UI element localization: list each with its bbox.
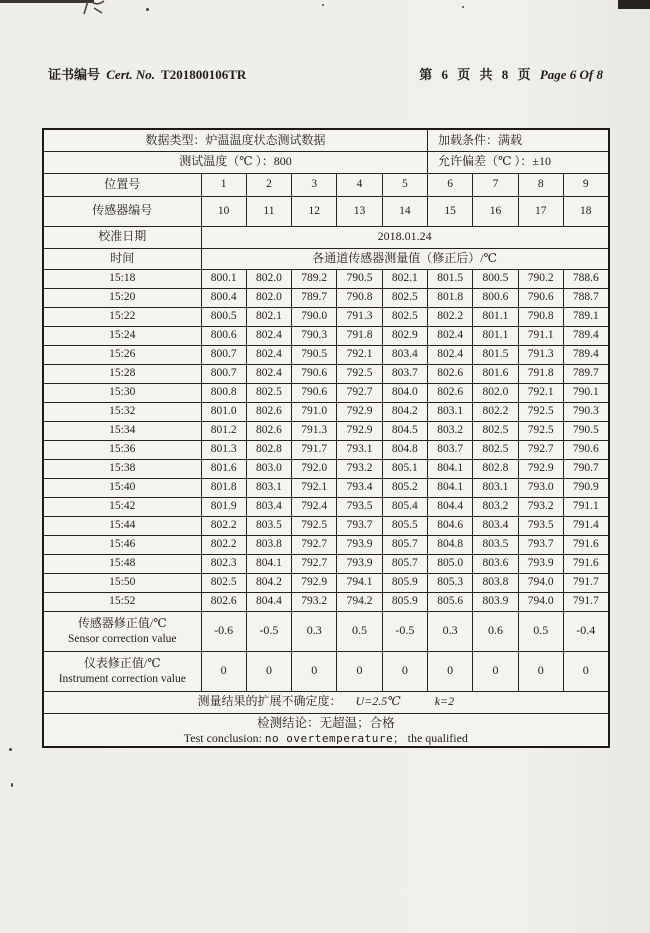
sensor-correction-value-cell: -0.6 — [201, 611, 246, 651]
measurement-value-cell: 792.1 — [337, 345, 382, 364]
measurement-row — [43, 497, 609, 516]
cert-label-zh: 证书编号 — [48, 67, 101, 82]
measurement-value-cell: 802.8 — [246, 440, 291, 459]
measurement-value-cell: 791.0 — [292, 402, 337, 421]
time-cell: 15:44 — [43, 516, 201, 535]
measurement-value-cell: 793.9 — [337, 535, 382, 554]
position-number-cell: 3 — [292, 173, 337, 196]
instrument-correction-value-cell: 0 — [337, 651, 382, 691]
measurement-value-cell: 789.7 — [292, 288, 337, 307]
time-cell: 15:52 — [43, 592, 201, 611]
measurement-value-cell: 791.3 — [292, 421, 337, 440]
time-cell: 15:32 — [43, 402, 201, 421]
sensor-number-cell: 14 — [382, 196, 427, 226]
measurement-value-cell: 790.7 — [563, 459, 608, 478]
certificate-number — [48, 64, 246, 83]
test-data-table — [42, 128, 610, 748]
measurement-value-cell: 800.6 — [201, 326, 246, 345]
instrument-correction-value-cell: 0 — [201, 651, 246, 691]
measurement-value-cell: 791.8 — [518, 364, 563, 383]
measurement-value-cell: 803.1 — [428, 402, 473, 421]
measurement-value-cell: 805.5 — [382, 516, 427, 535]
measurement-value-cell: 802.5 — [382, 307, 427, 326]
measurement-value-cell: 804.8 — [428, 535, 473, 554]
position-number-cell: 9 — [563, 173, 608, 196]
sensor-number-cell: 11 — [246, 196, 291, 226]
measurement-value-cell: 793.9 — [518, 554, 563, 573]
measurement-value-cell: 790.5 — [337, 269, 382, 288]
measurement-value-cell: 790.3 — [563, 402, 608, 421]
sensor-correction-row — [43, 611, 609, 651]
measurement-value-cell: 790.8 — [518, 307, 563, 326]
sensor-correction-value-cell: -0.4 — [563, 611, 608, 651]
measurement-value-cell: 802.0 — [246, 269, 291, 288]
instrument-correction-value-cell: 0 — [473, 651, 518, 691]
scan-artifact-corner — [618, 0, 650, 9]
scan-speck — [322, 4, 324, 6]
measurement-value-cell: 801.0 — [201, 402, 246, 421]
measurement-value-cell: 800.8 — [201, 383, 246, 402]
measurement-value-cell: 802.4 — [246, 364, 291, 383]
measurement-value-cell: 803.4 — [246, 497, 291, 516]
measurement-value-cell: 802.4 — [246, 326, 291, 345]
measurement-value-cell: 802.5 — [473, 440, 518, 459]
calibration-label: 校准日期 — [43, 226, 201, 248]
measurement-row — [43, 269, 609, 288]
measurement-value-cell: 802.6 — [201, 592, 246, 611]
measurement-value-cell: 804.2 — [382, 402, 427, 421]
measurement-value-cell: 803.1 — [473, 478, 518, 497]
conclusion-zh: 检测结论：无超温；合格 — [257, 715, 395, 730]
measurement-value-cell: 790.5 — [292, 345, 337, 364]
measurement-row — [43, 402, 609, 421]
measurement-value-cell: 802.4 — [246, 345, 291, 364]
uncertainty-row — [43, 691, 609, 713]
sensor-number-cell: 15 — [428, 196, 473, 226]
cert-label-en: Cert. No. — [106, 67, 156, 82]
measurement-value-cell: 794.2 — [337, 592, 382, 611]
measurement-value-cell: 792.7 — [337, 383, 382, 402]
measurement-value-cell: 805.3 — [428, 573, 473, 592]
position-label: 位置号 — [43, 173, 201, 196]
instrument-correction-value-cell: 0 — [246, 651, 291, 691]
sensor-label: 传感器编号 — [43, 196, 201, 226]
measurement-value-cell: 800.7 — [201, 345, 246, 364]
measurement-row — [43, 554, 609, 573]
measurement-value-cell: 805.1 — [382, 459, 427, 478]
conclusion-en-suffix: the qualified — [407, 730, 468, 745]
scan-speck — [9, 748, 12, 751]
measurement-value-cell: 802.2 — [201, 516, 246, 535]
sensor-correction-label — [43, 611, 201, 651]
measurement-value-cell: 803.5 — [246, 516, 291, 535]
measurement-row — [43, 516, 609, 535]
instrument-correction-value-cell: 0 — [518, 651, 563, 691]
measurement-value-cell: 790.9 — [563, 478, 608, 497]
uncertainty-cell — [43, 691, 609, 713]
instrument-correction-value-cell: 0 — [563, 651, 608, 691]
time-cell: 15:38 — [43, 459, 201, 478]
page-indicator-en: Page 6 Of 8 — [539, 67, 603, 82]
meta-row-1 — [43, 129, 609, 151]
measurement-value-cell: 794.1 — [337, 573, 382, 592]
measurement-value-cell: 801.6 — [201, 459, 246, 478]
measurement-value-cell: 792.7 — [292, 554, 337, 573]
measurement-value-cell: 792.5 — [292, 516, 337, 535]
measurement-value-cell: 801.5 — [473, 345, 518, 364]
measurement-value-cell: 805.7 — [382, 554, 427, 573]
sensor-correction-value-cell: -0.5 — [382, 611, 427, 651]
measurement-value-cell: 793.7 — [337, 516, 382, 535]
sensor-row — [43, 196, 609, 226]
measurement-value-cell: 791.3 — [518, 345, 563, 364]
sensor-correction-label-zh: 传感器修正值/℃ — [77, 615, 167, 630]
measurement-value-cell: 801.9 — [201, 497, 246, 516]
measurement-value-cell: 788.7 — [563, 288, 608, 307]
position-row — [43, 173, 609, 196]
time-cell: 15:34 — [43, 421, 201, 440]
measurement-value-cell: 802.0 — [246, 288, 291, 307]
measurement-value-cell: 791.8 — [337, 326, 382, 345]
instrument-correction-value-cell: 0 — [382, 651, 427, 691]
measurement-value-cell: 800.4 — [201, 288, 246, 307]
calibration-date: 2018.01.24 — [201, 226, 609, 248]
measurement-value-cell: 792.1 — [292, 478, 337, 497]
conclusion-en-prefix: Test conclusion: — [183, 730, 262, 745]
sensor-correction-value-cell: 0.5 — [518, 611, 563, 651]
measurement-row — [43, 440, 609, 459]
measurement-value-cell: 804.5 — [382, 421, 427, 440]
measurement-value-cell: 801.1 — [473, 326, 518, 345]
measurement-value-cell: 804.1 — [428, 459, 473, 478]
measurement-value-cell: 802.5 — [473, 421, 518, 440]
measurement-value-cell: 802.6 — [246, 402, 291, 421]
measurement-row — [43, 383, 609, 402]
page-indicator — [419, 64, 606, 83]
measurement-value-cell: 790.8 — [337, 288, 382, 307]
test-temperature-cell: 测试温度（℃ ）：800 — [43, 151, 428, 173]
measurement-row — [43, 421, 609, 440]
measurement-value-cell: 802.8 — [473, 459, 518, 478]
scan-speck — [146, 8, 149, 11]
measurement-value-cell: 802.2 — [473, 402, 518, 421]
position-number-cell: 7 — [473, 173, 518, 196]
measurement-value-cell: 802.6 — [428, 383, 473, 402]
measurement-value-cell: 801.6 — [473, 364, 518, 383]
measurement-value-cell: 788.6 — [563, 269, 608, 288]
time-cell: 15:40 — [43, 478, 201, 497]
measurement-value-cell: 793.0 — [518, 478, 563, 497]
instrument-correction-value-cell: 0 — [428, 651, 473, 691]
measurement-value-cell: 802.5 — [246, 383, 291, 402]
measurement-value-cell: 805.7 — [382, 535, 427, 554]
measurement-value-cell: 790.2 — [518, 269, 563, 288]
measurement-value-cell: 800.6 — [473, 288, 518, 307]
measurement-row — [43, 307, 609, 326]
measurement-row — [43, 364, 609, 383]
measurement-row — [43, 592, 609, 611]
instrument-correction-label — [43, 651, 201, 691]
measurement-value-cell: 794.0 — [518, 592, 563, 611]
measurement-value-cell: 789.4 — [563, 345, 608, 364]
allowed-deviation-cell: 允许偏差（℃ ）：±10 — [428, 151, 609, 173]
time-cell: 15:28 — [43, 364, 201, 383]
measurement-value-cell: 792.7 — [518, 440, 563, 459]
sensor-correction-value-cell: 0.3 — [292, 611, 337, 651]
time-cell: 15:50 — [43, 573, 201, 592]
sensor-number-cell: 13 — [337, 196, 382, 226]
measurement-value-cell: 802.2 — [428, 307, 473, 326]
time-label: 时间 — [43, 248, 201, 269]
time-cell: 15:22 — [43, 307, 201, 326]
time-cell: 15:46 — [43, 535, 201, 554]
measurement-value-cell: 791.6 — [563, 535, 608, 554]
measurement-value-cell: 804.8 — [382, 440, 427, 459]
measurement-value-cell: 804.1 — [428, 478, 473, 497]
position-number-cell: 5 — [382, 173, 427, 196]
time-cell: 15:30 — [43, 383, 201, 402]
measurement-value-cell: 792.5 — [518, 402, 563, 421]
measurement-value-cell: 792.0 — [292, 459, 337, 478]
measurement-value-cell: 793.5 — [518, 516, 563, 535]
measurement-value-cell: 804.4 — [428, 497, 473, 516]
measurement-value-cell: 803.6 — [473, 554, 518, 573]
measurement-value-cell: 805.0 — [428, 554, 473, 573]
meta-row-2 — [43, 151, 609, 173]
time-cell: 15:24 — [43, 326, 201, 345]
time-header-row — [43, 248, 609, 269]
measurement-value-cell: 791.7 — [563, 573, 608, 592]
measurement-rows — [43, 269, 609, 611]
channel-values-header: 各通道传感器测量值（修正后）/℃ — [201, 248, 609, 269]
measurement-row — [43, 345, 609, 364]
conclusion-en-mid: no overtemperature； — [264, 731, 405, 745]
measurement-value-cell: 791.1 — [518, 326, 563, 345]
data-type-cell: 数据类型：炉温温度状态测试数据 — [43, 129, 428, 151]
page-indicator-zh: 第 6 页 共 8 页 — [419, 67, 534, 82]
measurement-value-cell: 790.5 — [563, 421, 608, 440]
measurement-value-cell: 801.8 — [428, 288, 473, 307]
measurement-value-cell: 802.4 — [428, 345, 473, 364]
conclusion-row — [43, 713, 609, 747]
sensor-number-cell: 18 — [563, 196, 608, 226]
scan-artifact-pen-mark — [82, 0, 116, 16]
position-number-cell: 1 — [201, 173, 246, 196]
calibration-row — [43, 226, 609, 248]
measurement-value-cell: 792.9 — [292, 573, 337, 592]
sensor-number-cell: 12 — [292, 196, 337, 226]
measurement-value-cell: 803.5 — [473, 535, 518, 554]
measurement-value-cell: 804.4 — [246, 592, 291, 611]
position-number-cell: 2 — [246, 173, 291, 196]
measurement-value-cell: 791.1 — [563, 497, 608, 516]
measurement-value-cell: 802.4 — [428, 326, 473, 345]
instrument-correction-row — [43, 651, 609, 691]
measurement-value-cell: 803.7 — [382, 364, 427, 383]
measurement-value-cell: 805.6 — [428, 592, 473, 611]
measurement-value-cell: 801.5 — [428, 269, 473, 288]
measurement-value-cell: 802.3 — [201, 554, 246, 573]
sensor-correction-value-cell: -0.5 — [246, 611, 291, 651]
measurement-value-cell: 804.0 — [382, 383, 427, 402]
measurement-value-cell: 790.6 — [563, 440, 608, 459]
measurement-value-cell: 800.7 — [201, 364, 246, 383]
measurement-row — [43, 288, 609, 307]
measurement-value-cell: 791.3 — [337, 307, 382, 326]
measurement-value-cell: 791.4 — [563, 516, 608, 535]
measurement-value-cell: 792.4 — [292, 497, 337, 516]
measurement-value-cell: 791.7 — [563, 592, 608, 611]
position-number-cell: 4 — [337, 173, 382, 196]
measurement-value-cell: 803.4 — [382, 345, 427, 364]
measurement-value-cell: 803.7 — [428, 440, 473, 459]
measurement-value-cell: 789.4 — [563, 326, 608, 345]
measurement-value-cell: 803.0 — [246, 459, 291, 478]
measurement-value-cell: 803.9 — [473, 592, 518, 611]
measurement-value-cell: 803.1 — [246, 478, 291, 497]
measurement-value-cell: 802.6 — [246, 421, 291, 440]
conclusion-en — [44, 732, 608, 745]
measurement-value-cell: 791.6 — [563, 554, 608, 573]
position-number-cell: 6 — [428, 173, 473, 196]
measurement-value-cell: 804.1 — [246, 554, 291, 573]
measurement-value-cell: 793.5 — [337, 497, 382, 516]
measurement-value-cell: 790.6 — [292, 383, 337, 402]
measurement-value-cell: 803.2 — [428, 421, 473, 440]
measurement-value-cell: 793.2 — [292, 592, 337, 611]
time-cell: 15:42 — [43, 497, 201, 516]
measurement-value-cell: 801.1 — [473, 307, 518, 326]
measurement-value-cell: 790.6 — [292, 364, 337, 383]
measurement-row — [43, 459, 609, 478]
measurement-row — [43, 573, 609, 592]
measurement-value-cell: 789.2 — [292, 269, 337, 288]
measurement-value-cell: 790.3 — [292, 326, 337, 345]
measurement-value-cell: 789.1 — [563, 307, 608, 326]
measurement-value-cell: 794.0 — [518, 573, 563, 592]
measurement-value-cell: 802.5 — [382, 288, 427, 307]
measurement-row — [43, 478, 609, 497]
instrument-correction-label-en: Instrument correction value — [58, 672, 186, 685]
measurement-value-cell: 793.1 — [337, 440, 382, 459]
sensor-number-cell: 10 — [201, 196, 246, 226]
measurement-value-cell: 802.9 — [382, 326, 427, 345]
measurement-value-cell: 802.0 — [473, 383, 518, 402]
uncertainty-prefix: 测量结果的扩展不确定度： — [197, 694, 342, 709]
measurement-value-cell: 792.1 — [518, 383, 563, 402]
measurement-value-cell: 805.2 — [382, 478, 427, 497]
scan-speck — [462, 6, 464, 8]
sensor-number-cell: 16 — [473, 196, 518, 226]
measurement-value-cell: 804.6 — [428, 516, 473, 535]
time-cell: 15:48 — [43, 554, 201, 573]
measurement-row — [43, 326, 609, 345]
sensor-correction-value-cell: 0.3 — [428, 611, 473, 651]
time-cell: 15:36 — [43, 440, 201, 459]
scan-artifact-top-line — [0, 0, 94, 3]
page-header — [48, 64, 606, 83]
measurement-value-cell: 803.8 — [246, 535, 291, 554]
measurement-value-cell: 792.9 — [337, 402, 382, 421]
uncertainty-u-value: U=2.5℃ — [355, 694, 401, 709]
measurement-value-cell: 789.7 — [563, 364, 608, 383]
measurement-value-cell: 800.5 — [201, 307, 246, 326]
measurement-value-cell: 803.4 — [473, 516, 518, 535]
measurement-value-cell: 792.9 — [337, 421, 382, 440]
time-cell: 15:20 — [43, 288, 201, 307]
cert-number-value: T201800106TR — [161, 67, 247, 82]
sensor-correction-value-cell: 0.6 — [473, 611, 518, 651]
sensor-number-cell: 17 — [518, 196, 563, 226]
measurement-value-cell: 792.9 — [518, 459, 563, 478]
measurement-value-cell: 791.7 — [292, 440, 337, 459]
conclusion-cell — [43, 713, 609, 747]
position-number-cell: 8 — [518, 173, 563, 196]
measurement-value-cell: 792.5 — [337, 364, 382, 383]
measurement-value-cell: 801.2 — [201, 421, 246, 440]
measurement-value-cell: 793.9 — [337, 554, 382, 573]
measurement-value-cell: 790.1 — [563, 383, 608, 402]
measurement-value-cell: 805.4 — [382, 497, 427, 516]
measurement-value-cell: 802.1 — [382, 269, 427, 288]
instrument-correction-label-zh: 仪表修正值/℃ — [83, 655, 161, 670]
measurement-value-cell: 805.9 — [382, 573, 427, 592]
measurement-value-cell: 790.0 — [292, 307, 337, 326]
measurement-value-cell: 802.1 — [246, 307, 291, 326]
sensor-correction-value-cell: 0.5 — [337, 611, 382, 651]
measurement-value-cell: 804.2 — [246, 573, 291, 592]
instrument-correction-value-cell: 0 — [292, 651, 337, 691]
measurement-value-cell: 800.1 — [201, 269, 246, 288]
sensor-correction-label-en: Sensor correction value — [67, 632, 177, 645]
measurement-value-cell: 800.5 — [473, 269, 518, 288]
measurement-value-cell: 793.2 — [518, 497, 563, 516]
scan-speck — [11, 783, 13, 787]
measurement-value-cell: 801.3 — [201, 440, 246, 459]
measurement-value-cell: 801.8 — [201, 478, 246, 497]
measurement-value-cell: 803.2 — [473, 497, 518, 516]
measurement-value-cell: 802.6 — [428, 364, 473, 383]
measurement-value-cell: 802.2 — [201, 535, 246, 554]
measurement-value-cell: 802.5 — [201, 573, 246, 592]
measurement-value-cell: 803.8 — [473, 573, 518, 592]
time-cell: 15:26 — [43, 345, 201, 364]
load-condition-cell: 加载条件：满载 — [428, 129, 609, 151]
measurement-value-cell: 793.4 — [337, 478, 382, 497]
measurement-value-cell: 792.5 — [518, 421, 563, 440]
measurement-value-cell: 792.7 — [292, 535, 337, 554]
time-cell: 15:18 — [43, 269, 201, 288]
measurement-value-cell: 793.2 — [337, 459, 382, 478]
measurement-value-cell: 793.7 — [518, 535, 563, 554]
measurement-row — [43, 535, 609, 554]
measurement-value-cell: 805.9 — [382, 592, 427, 611]
uncertainty-k-value: k=2 — [434, 694, 455, 709]
measurement-value-cell: 790.6 — [518, 288, 563, 307]
